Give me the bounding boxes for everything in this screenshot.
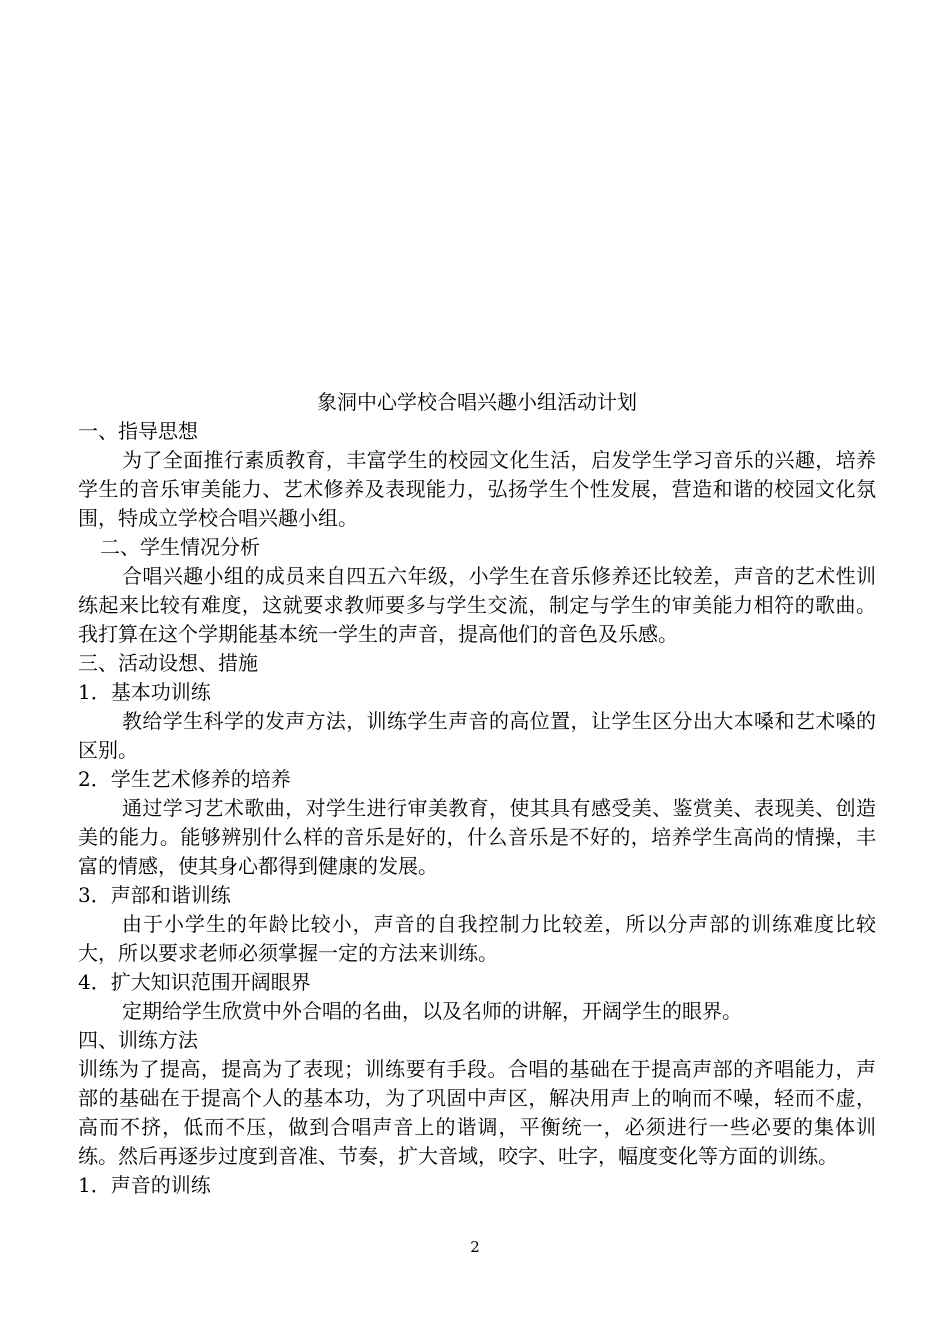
section-heading-activity-plan: 三、活动设想、措施 [78,651,258,675]
item-heading-art-cultivation: 2．学生艺术修养的培养 [78,767,291,791]
page-number: 2 [470,1238,480,1256]
paragraph-student-analysis: 合唱兴趣小组的成员来自四五六年级，小学生在音乐修养还比较差，声音的艺术性训练起来比较有难度，这就要求教师要多与学生交流，制定与学生的审美能力相符的歌曲。我打算在这个学期能基本统一学生的声音，提高他们的音色及乐感。 [78,564,876,646]
paragraph-basic-training: 教给学生科学的发声方法，训练学生声音的高位置，让学生区分出大本嗓和艺术嗓的区别。 [78,709,876,762]
document-body [78,388,876,1200]
paragraph-broaden-horizons: 定期给学生欣赏中外合唱的名曲，以及名师的讲解，开阔学生的眼界。 [122,999,742,1023]
item-heading-harmony-training: 3．声部和谐训练 [78,883,231,907]
section-heading-student-analysis: 二、学生情况分析 [100,535,260,559]
item-heading-basic-training: 1．基本功训练 [78,680,211,704]
section-heading-training-methods: 四、训练方法 [78,1028,198,1052]
paragraph-art-cultivation: 通过学习艺术歌曲，对学生进行审美教育，使其具有感受美、鉴赏美、表现美、创造美的能力。能够辨别什么样的音乐是好的，什么音乐是不好的，培养学生高尚的情操，丰富的情感，使其身心都得到健康的发展。 [78,796,876,878]
section-heading-guiding-ideas: 一、指导思想 [78,419,198,443]
paragraph-harmony-training: 由于小学生的年龄比较小，声音的自我控制力比较差，所以分声部的训练难度比较大，所以要求老师必须掌握一定的方法来训练。 [78,912,876,965]
document-title: 象洞中心学校合唱兴趣小组活动计划 [317,390,637,414]
item-heading-broaden-horizons: 4．扩大知识范围开阔眼界 [78,970,311,994]
item-heading-voice-training: 1．声音的训练 [78,1173,211,1197]
paragraph-training-methods: 训练为了提高，提高为了表现；训练要有手段。合唱的基础在于提高声部的齐唱能力，声部的基础在于提高个人的基本功，为了巩固中声区，解决用声上的响而不噪，轻而不虚，高而不挤，低而不压，做到合唱声音上的谐调，平衡统一，必须进行一些必要的集体训练。然后再逐步过度到音准、节奏，扩大音域，咬字、吐字，幅度变化等方面的训练。 [78,1057,876,1168]
paragraph-guiding-ideas: 为了全面推行素质教育，丰富学生的校园文化生活，启发学生学习音乐的兴趣，培养学生的音乐审美能力、艺术修养及表现能力，弘扬学生个性发展，营造和谐的校园文化氛围，特成立学校合唱兴趣小组。 [78,448,876,530]
